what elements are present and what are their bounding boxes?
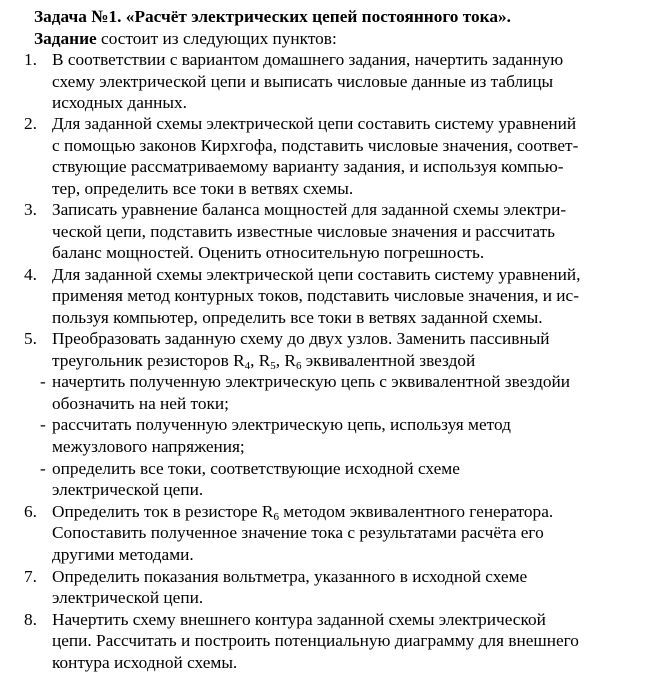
subitem-dash: - bbox=[40, 459, 46, 478]
list-item-line: Записать уравнение баланса мощностей для заданной схемы электри- bbox=[52, 200, 567, 219]
list-item-line: схему электрической цепи и выписать числовые данные из таблицы bbox=[52, 72, 554, 91]
item-number: 8. bbox=[24, 610, 37, 629]
item-number: 3. bbox=[24, 200, 37, 219]
list-item-line: цепи. Рассчитать и построить потенциальную диаграмму для внешнего bbox=[52, 631, 579, 650]
intro-line bbox=[34, 28, 337, 50]
list-item-line: Сопоставить полученное значение тока с результатами расчёта его bbox=[52, 523, 544, 542]
list-item-line: электрической цепи. bbox=[52, 588, 204, 607]
subitem-line: обозначить на ней токи; bbox=[52, 394, 229, 413]
list-item-line: исходных данных. bbox=[52, 93, 187, 112]
list-item-line: контура исходной схемы. bbox=[52, 653, 238, 672]
r6-subscript: 6 bbox=[295, 360, 302, 372]
list-item-line: другими методами. bbox=[52, 545, 194, 564]
subitem-dash: - bbox=[40, 372, 46, 391]
list-item-line-resistor: Определить ток в резисторе $R_6$ методом эквивалентного генератора. bbox=[52, 502, 554, 523]
list-item-line: Для заданной схемы электрической цепи составить систему уравнений bbox=[52, 114, 577, 133]
subitem-line: рассчитать полученную электрическую цепь, используя метод bbox=[52, 415, 511, 434]
item-number: 2. bbox=[24, 114, 37, 133]
list-item-line: Для заданной схемы электрической цепи составить систему уравнений, bbox=[52, 265, 581, 284]
list-item-line: ческой цепи, подставить известные числовые значения и рассчитать bbox=[52, 222, 556, 241]
r4-subscript: 4 bbox=[244, 360, 251, 372]
subitem-line: начертить полученную электрическую цепь с эквивалентной звездойи bbox=[52, 372, 571, 391]
subitem-dash: - bbox=[40, 415, 46, 434]
intro-rest: состоит из следующих пунктов: bbox=[96, 29, 337, 48]
list-item-line: ствующие рассматриваемому варианту задания, и используя компью- bbox=[52, 157, 564, 176]
item-number: 6. bbox=[24, 502, 37, 521]
list-item-line: Определить показания вольтметра, указанного в исходной схеме bbox=[52, 567, 528, 586]
list-item-line: Преобразовать заданную схему до двух узлов. Заменить пассивный bbox=[52, 329, 550, 348]
item-number: 4. bbox=[24, 265, 37, 284]
list-item-line: В соответствии с вариантом домашнего задания, начертить заданную bbox=[52, 50, 564, 69]
intro-bold-word: Задание bbox=[34, 29, 97, 48]
item-number: 5. bbox=[24, 329, 37, 348]
item-number: 7. bbox=[24, 567, 37, 586]
task-title: Задача №1. «Расчёт электрических цепей постоянного тока». bbox=[34, 7, 511, 26]
list-item-line: тер, определить все токи в ветвях схемы. bbox=[52, 179, 354, 198]
list-item-line: пользуя компьютер, определить все токи в ветвях заданной схемы. bbox=[52, 308, 543, 327]
list-item-line-resistors: треугольник резисторов $R_4$, $R_5$, $R_6$ эквивалентной звездой bbox=[52, 351, 476, 372]
r5-subscript: 5 bbox=[270, 360, 276, 372]
item-number: 1. bbox=[24, 50, 37, 69]
subitem-line: межузлового напряжения; bbox=[52, 437, 245, 456]
list-item-line: применяя метод контурных токов, подставить числовые значения, и ис- bbox=[52, 286, 579, 305]
list-item-line: Начертить схему внешнего контура заданной схемы электрической bbox=[52, 610, 546, 629]
subitem-line: электрической цепи. bbox=[52, 480, 204, 499]
r6-subscript: 6 bbox=[273, 511, 279, 523]
list-item-line: баланс мощностей. Оценить относительную погрешность. bbox=[52, 243, 485, 262]
subitem-line: определить все токи, соответствующие исходной схеме bbox=[52, 459, 460, 478]
list-item-line: с помощью законов Кирхгофа, подставить числовые значения, соответ- bbox=[52, 136, 579, 155]
